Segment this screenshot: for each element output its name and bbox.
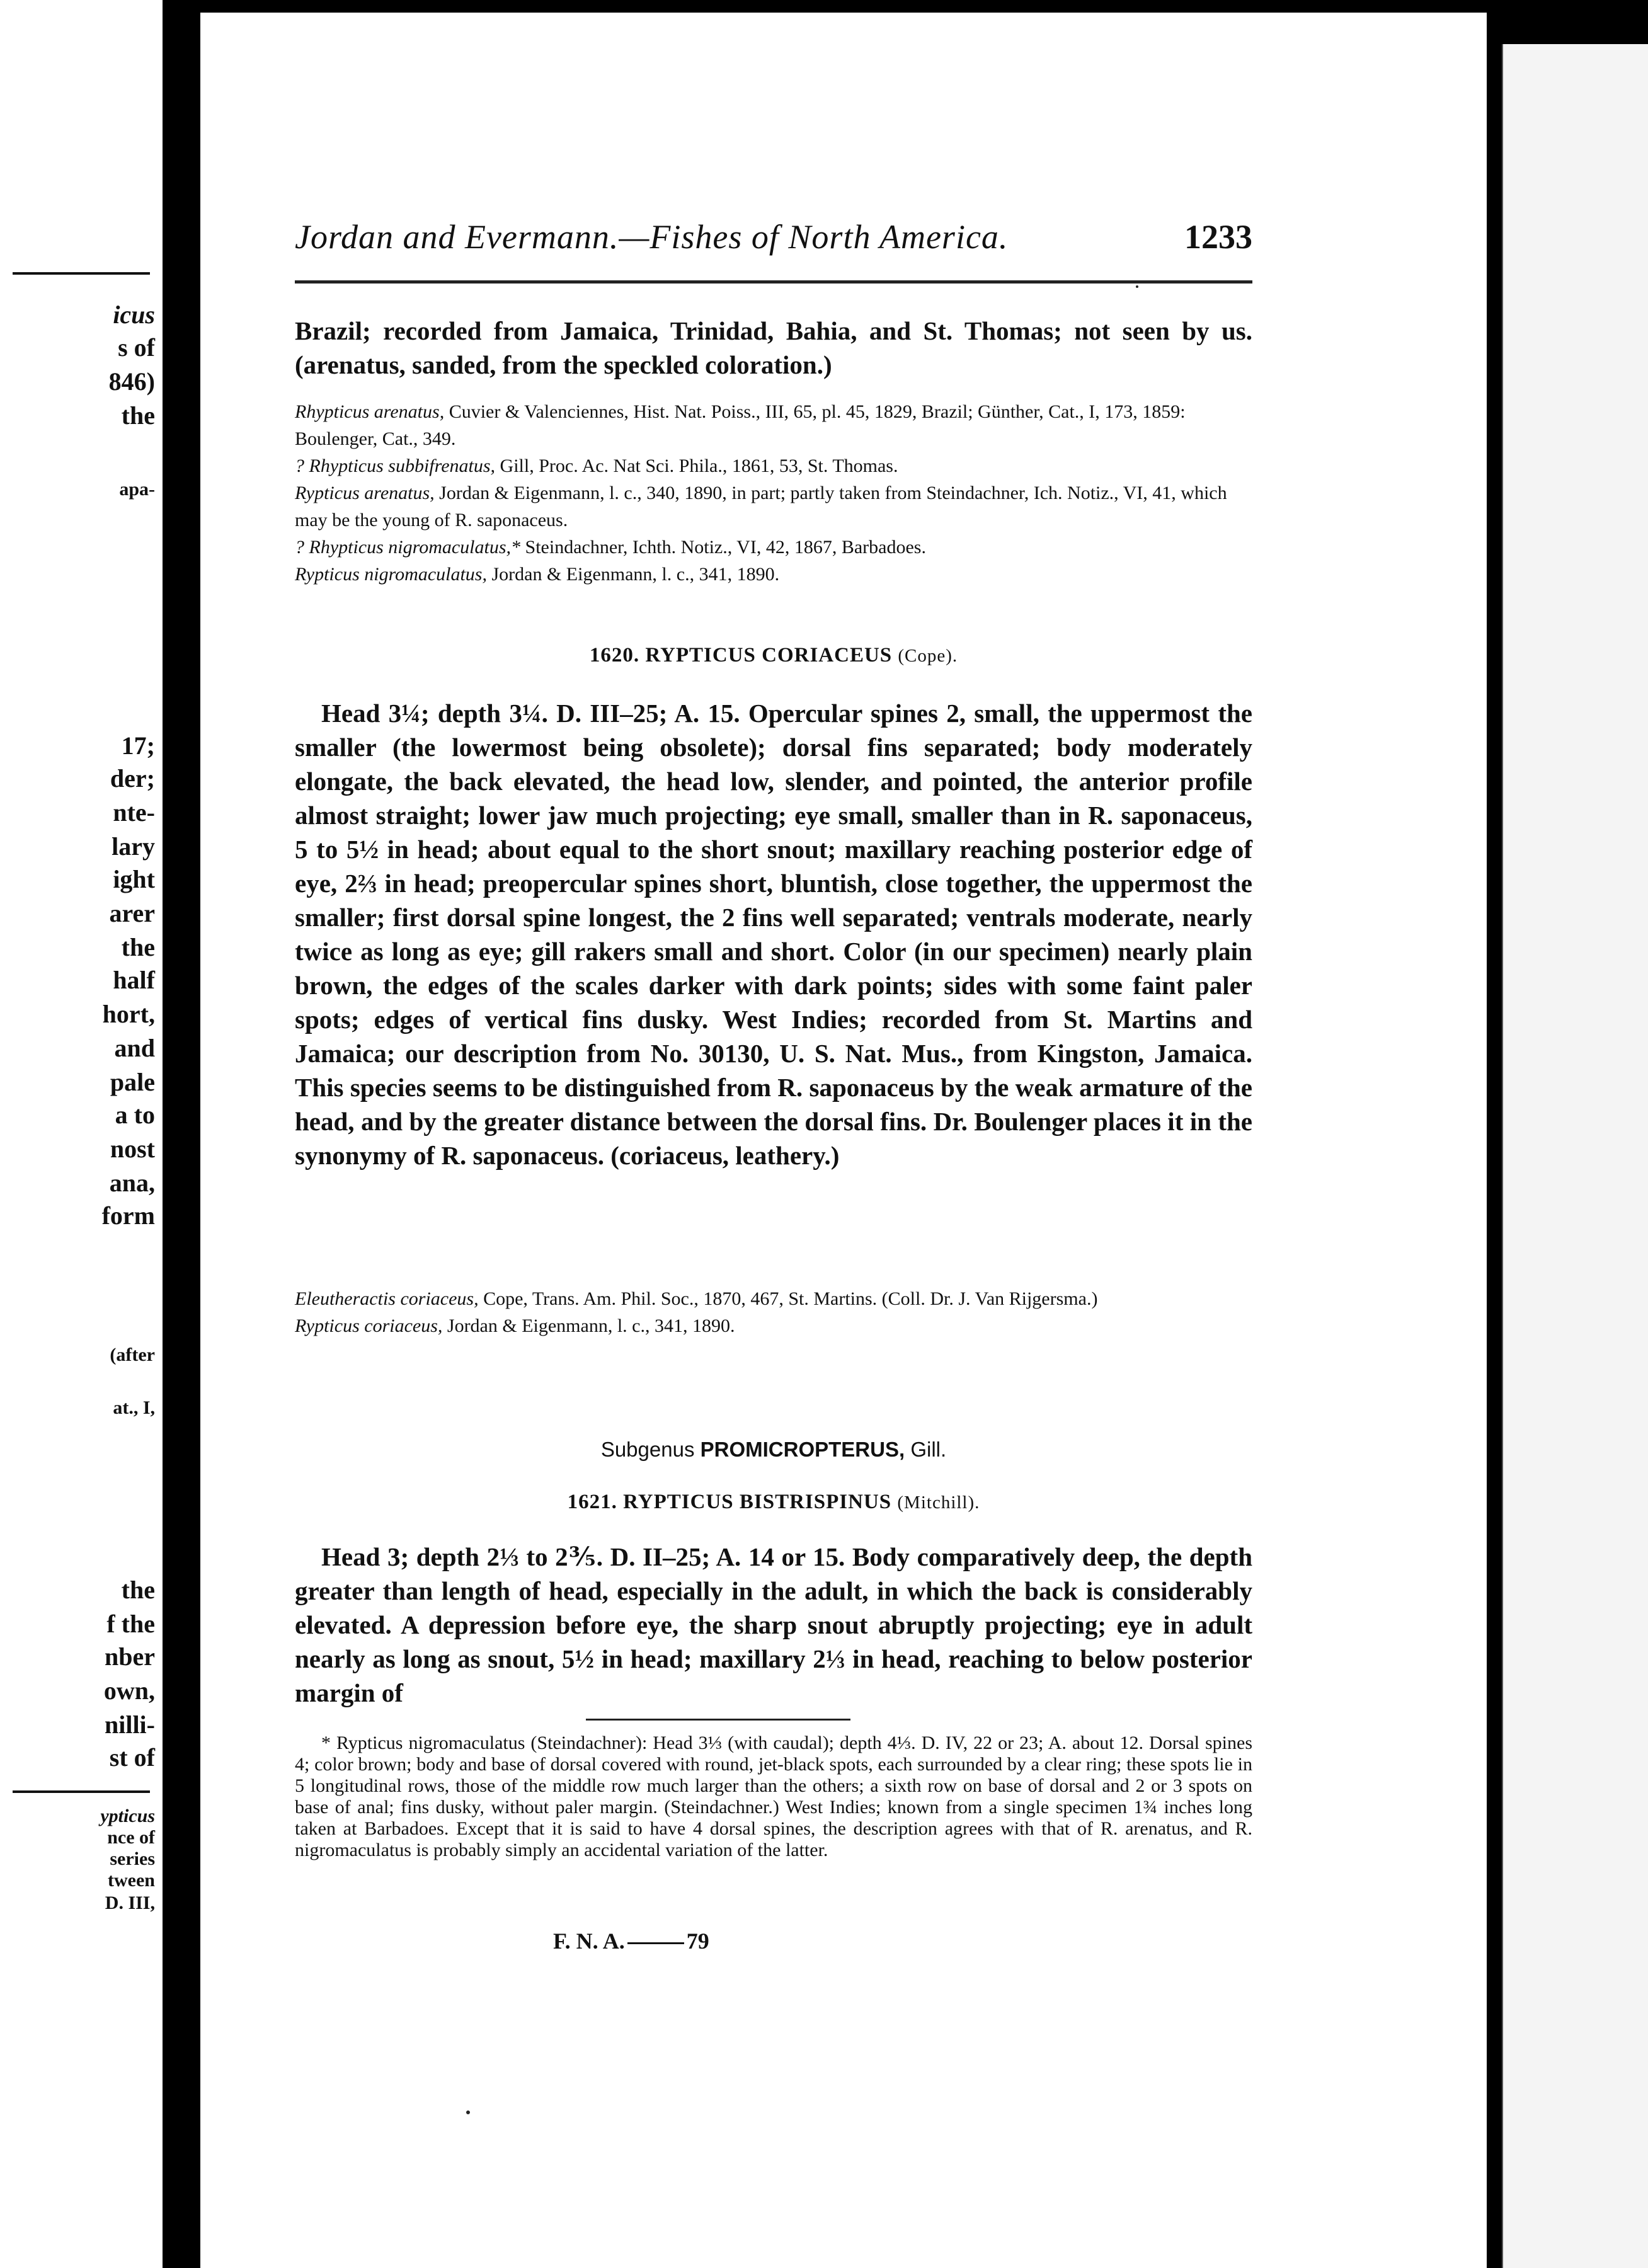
- species-description-1620: Head 3¼; depth 3¼. D. III–25; A. 15. Opercular spines 2, small, the uppermost the smaller (the lowermost being obsolete); dorsal fins separated; body moderately elongate, the back elevated, the head low, slender, and pointed, the anterior profile almost straight; lower jaw much projecting; eye small, smaller than in R. saponaceus, 5 to 5½ in head; about equal to the short snout; maxillary reaching posterior edge of eye, 2⅔ in head; preopercular spines short, bluntish, close together, the uppermost the smaller; first dorsal spine longest, the 2 fins well separated; ventrals moderate, nearly twice as long as eye; gill rakers small and short. Color (in our specimen) nearly plain brown, the edges of the scales darker with dark points; sides with some faint paler spots; edges of vertical fins dusky. West Indies; recorded from St. Martins and Jamaica; our description from No. 30130, U. S. Nat. Mus., from Kingston, Jamaica. This species seems to be distinguished from R. saponaceus by the weak armature of the head, and by the greater distance between the dorsal fins. Dr. Boulenger places it in the synonymy of R. saponaceus. (coriaceus, leathery.): [295, 699, 1252, 1170]
- fragment: ypticus: [100, 1806, 155, 1826]
- running-title: Jordan and Evermann.—Fishes of North America.: [295, 218, 1009, 256]
- next-page-edge: [1502, 44, 1648, 2268]
- fragment: half: [113, 966, 155, 994]
- synonymy-list: [295, 398, 1252, 588]
- fragment: s of: [118, 333, 155, 362]
- fragment: ana,: [109, 1169, 155, 1197]
- fragment: nce of: [107, 1827, 155, 1848]
- header-rule: [295, 280, 1252, 284]
- fragment: pale: [110, 1068, 155, 1096]
- fragment: nte-: [113, 798, 155, 827]
- fragment: 846): [108, 367, 155, 396]
- synonym-entry: Rypticus coriaceus, Jordan & Eigenmann, l. c., 341, 1890.: [295, 1315, 735, 1336]
- fragment: st of: [109, 1743, 155, 1772]
- synonym-entry: Eleutheractis coriaceus, Cope, Trans. Am. Phil. Soc., 1870, 467, St. Martins. (Coll. Dr. J. Van Rijgersma.): [295, 1288, 1098, 1309]
- fragment: form: [101, 1201, 155, 1230]
- fragment: the: [121, 1576, 155, 1604]
- footnote-rule: [586, 1719, 850, 1721]
- fragment: nber: [105, 1642, 155, 1671]
- speck: [1136, 285, 1138, 288]
- species-description-1621: Head 3; depth 2⅓ to 2⅗. D. II–25; A. 14 or 15. Body comparatively deep, the depth greater than length of head, especially in the adult, in which the back is considerably elevated. A depression before eye, the sharp snout abruptly projecting; eye in adult nearly as long as snout, 5½ in head; maxillary 2⅓ in head, reaching to below posterior margin of: [295, 1542, 1252, 1707]
- fragment: at., I,: [113, 1397, 155, 1418]
- fragment: ight: [113, 865, 155, 893]
- fragment: nilli-: [104, 1710, 155, 1739]
- species-heading-1621: 1621. RYPTICUS BISTRISPINUS (Mitchill).: [567, 1491, 980, 1513]
- synonym-entry: ? Rhypticus subbifrenatus, Gill, Proc. Ac. Nat Sci. Phila., 1861, 53, St. Thomas.: [295, 455, 898, 476]
- speck: [466, 2110, 470, 2114]
- synonym-entry: ? Rhypticus nigromaculatus,* Steindachner, Ichth. Notiz., VI, 42, 1867, Barbadoes.: [295, 537, 926, 558]
- fragment: tween: [108, 1870, 155, 1891]
- footnote: * Rypticus nigromaculatus (Steindachner): Head 3⅓ (with caudal); depth 4⅓. D. IV, 22 or 23; A. about 12. Dorsal spines 4; color brown; body and base of dorsal covered with round, jet-black spots, each surrounded by a clear ring; these spots lie in 5 longitudinal rows, those of the middle row much larger than the others; a sixth row on base of dorsal and 2 or 3 spots on base of anal; fins dusky, without paler margin. (Steindachner.) West Indies; known from a single specimen 1¾ inches long taken at Barbadoes. Except that it is said to have 4 dorsal spines, the description agrees with that of R. arenatus, and R. nigromaculatus is probably simply an accidental variation of the latter.: [295, 1732, 1252, 1860]
- fragment: apa-: [119, 479, 155, 500]
- fragment: lary: [112, 832, 155, 861]
- continuation-paragraph: Brazil; recorded from Jamaica, Trinidad, Bahia, and St. Thomas; not seen by us. (arenatus, sanded, from the speckled coloration.): [295, 316, 1252, 379]
- signature-mark: F. N. A. 79: [553, 1928, 709, 1954]
- facing-page-rule: [13, 272, 150, 275]
- fragment: f the: [106, 1610, 155, 1638]
- fragment: nost: [110, 1135, 155, 1163]
- facing-page-edge: [0, 0, 163, 2268]
- fragment: and: [114, 1034, 155, 1062]
- fragment: series: [110, 1848, 155, 1869]
- species-heading-1620: 1620. RYPTICUS CORIACEUS (Cope).: [589, 644, 958, 667]
- fragment: the: [121, 933, 155, 961]
- fragment: der;: [110, 764, 155, 793]
- book-page: [200, 13, 1487, 2268]
- fragment: hort,: [102, 1000, 155, 1028]
- running-head: [200, 217, 1252, 268]
- synonym-entry: Rypticus arenatus, Jordan & Eigenmann, l. c., 340, 1890, in part; partly taken from Steindachner, Ich. Notiz., VI, 41, which may be the young of R. saponaceus.: [295, 483, 1227, 530]
- fragment: (after: [110, 1344, 155, 1365]
- scan-top-border: [0, 0, 1648, 13]
- fragment: icus: [113, 301, 155, 329]
- synonym-entry: Rhypticus arenatus, Cuvier & Valenciennes, Hist. Nat. Poiss., III, 65, pl. 45, 1829, Brazil; Günther, Cat., I, 173, 1859: Boulenger, Cat., 349.: [295, 401, 1186, 449]
- fragment: a to: [115, 1101, 155, 1129]
- fragment: the: [121, 401, 155, 430]
- subgenus-heading: Subgenus PROMICROPTERUS, Gill.: [600, 1438, 947, 1461]
- signature-dash: [627, 1942, 684, 1944]
- synonym-entry: Rypticus nigromaculatus, Jordan & Eigenmann, l. c., 341, 1890.: [295, 564, 780, 585]
- binding-gutter: [163, 0, 200, 2268]
- page-number: 1233: [1184, 218, 1252, 256]
- fragment: arer: [109, 899, 155, 927]
- fragment: own,: [103, 1676, 155, 1705]
- fragment: 17;: [121, 731, 155, 760]
- synonymy-list-1620: [295, 1285, 1252, 1339]
- facing-page-footnote-rule: [13, 1790, 150, 1793]
- fragment: D. III,: [105, 1893, 155, 1913]
